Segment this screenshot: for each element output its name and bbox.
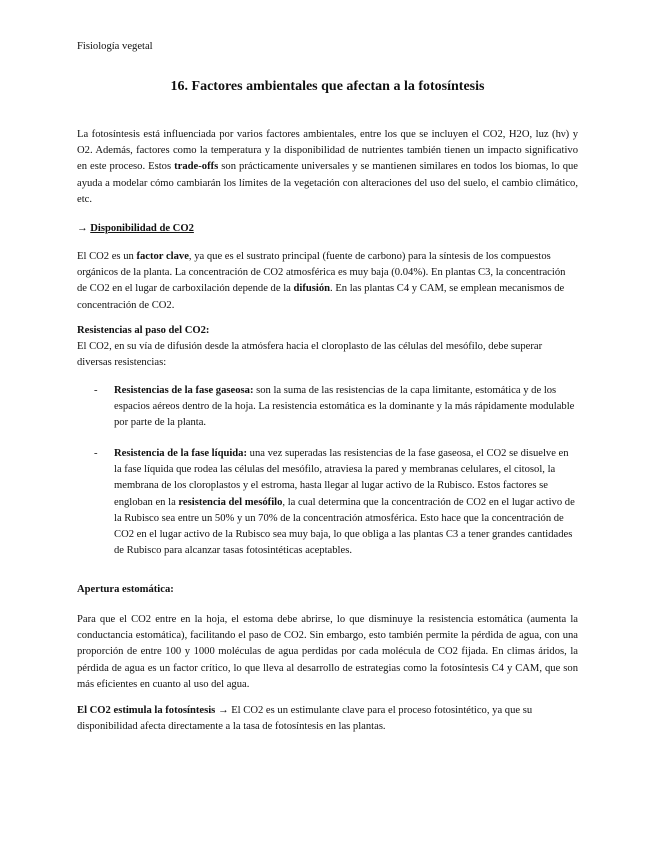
intro-text-1: La fotosíntesis está influenciada por varios factores ambientales, entre los que se incluyen el CO2, H2O, luz (hν) y O2. Además, factores como la temperatura y la disponibilidad de nutrientes también tienen un impacto significativo en este proceso. Estos (77, 129, 578, 173)
list-item-bold-mesophyll: resistencia del mesófilo (178, 496, 283, 508)
stomata-heading: Apertura estomática: (77, 584, 174, 595)
stimulus-bold: El CO2 estimula la fotosíntesis (77, 705, 216, 716)
list-item-body-2: , la cual determina que la concentración de CO2 en el lugar activo de la Rubisco sea entre un 50% y un 70% de la concentración atmosférica. Esto hace que la concentración de CO2 en el lugar activo de la Rubisco sea muy baja, lo que obliga a las plantas C3 a tener grandes cantidades de Rubisco para alcanzar tasas fotosintéticas aceptables. (114, 496, 575, 557)
resistances-heading: Resistencias al paso del CO2: (77, 325, 210, 336)
header-label: Fisiología vegetal (77, 41, 153, 52)
stomata-paragraph: Para que el CO2 entre en la hoja, el estoma debe abrirse, lo que disminuye la resistencia estomática (aumenta la conductancia estomática), facilitando el paso de CO2. Sin embargo, esto también permite la pérdida de agua, con una proporción de entre 100 y 1000 moléculas de agua perdidas por cada molécula de CO2 fijada. En climas áridos, la pérdida de agua es un factor crítico, lo que lleva al desarrollo de estrategias como la fotosíntesis C4 y CAM, que son más eficientes en cuanto al uso del agua. (77, 614, 578, 690)
list-item-bold: Resistencias de la fase gaseosa: (114, 385, 254, 396)
co2-bold-factor-clave: factor clave (136, 251, 189, 262)
page-title: 16. Factores ambientales que afectan a la fotosíntesis (170, 79, 485, 94)
list-item-body: son la suma de las resistencias de la capa limitante, estomática y de los espacios aéreos dentro de la hoja. La resistencia estomática es la dominante y la más rápidamente modulable por parte de la planta. (114, 385, 575, 429)
list-bullet: - (94, 385, 98, 396)
list-item-text (114, 446, 578, 559)
stimulus-paragraph (77, 703, 578, 735)
list-item-bold: Resistencia de la fase líquida: (114, 448, 248, 459)
stimulus-text: → El CO2 es un estimulante clave para el proceso fotosintético, ya que su disponibilidad afecta directamente a la tasa de fotosíntesis en las plantas. (77, 705, 533, 733)
co2-text-1: El CO2 es un (77, 251, 137, 262)
co2-paragraph (77, 249, 578, 314)
co2-bold-difusion: difusión (293, 283, 331, 295)
resistances-paragraph: El CO2, en su vía de difusión desde la atmósfera hacia el cloroplasto de las células del mesófilo, debe superar diversas resistencias: (77, 341, 543, 369)
co2-heading-text: Disponibilidad de CO2 (90, 223, 194, 234)
intro-text-2: son prácticamente universales y se mantienen similares en todos los biomas, lo que ayuda a modelar cómo cambiarán los límites de la vegetación con alteraciones del uso del suelo, el cambio climático, etc. (77, 161, 578, 205)
co2-text-3: . En las plantas C4 y CAM, se emplean mecanismos de concentración de CO2. (77, 283, 565, 311)
list-bullet: - (94, 448, 98, 459)
arrow-icon: → (77, 223, 91, 234)
section-heading-co2 (77, 221, 578, 237)
co2-text-2: , ya que es el sustrato principal (fuente de carbono) para la síntesis de los compuestos orgánicos de la planta. La concentración de CO2 atmosférica es muy baja (0.04%). En plantas C3, la concentración de CO2 en el lugar de carboxilación depende de la (77, 251, 566, 295)
list-item-body: una vez superadas las resistencias de la fase gaseosa, el CO2 se disuelve en la fase líquida que rodea las células del mesófilo, atraviesa la pared y membranas celulares, el citosol, la membrana de los cloroplastos y el estroma, hasta llegar al lugar activo de la Rubisco. Estos factores se engloban en la (114, 448, 569, 508)
intro-paragraph (77, 127, 578, 208)
intro-bold-tradeoffs: trade-offs (174, 161, 219, 173)
list-item-text (114, 383, 578, 432)
